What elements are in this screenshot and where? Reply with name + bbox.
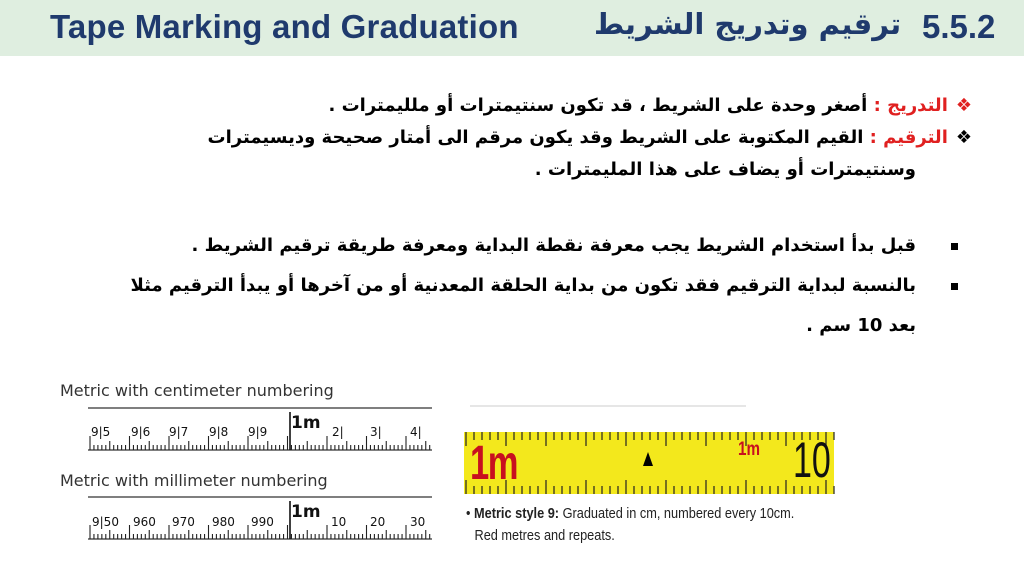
diamond-bullet-icon: ❖ xyxy=(955,127,972,148)
ruler2-tick-label: 10 xyxy=(331,515,347,529)
tape-small-meter-label: 1m xyxy=(738,439,760,460)
definition-text: أصغر وحدة على الشريط ، قد تكون سنتيمترات أو ملليمترات . xyxy=(328,95,874,116)
ruler2-tick-label: 960 xyxy=(133,515,156,529)
ruler2-tick-label: 990 xyxy=(251,515,274,529)
diamond-bullet-icon: ❖ xyxy=(955,95,972,116)
ruler2-tick-label: 20 xyxy=(370,515,386,529)
tape-number: 10 xyxy=(793,432,831,488)
bullet-text-line2: بعد 10 سم . xyxy=(806,315,916,336)
bullet-dot-icon: • xyxy=(466,505,475,522)
tape-caption xyxy=(466,503,852,547)
section-number: 5.5.2 xyxy=(922,8,996,45)
ruler2-label: Metric with millimeter numbering xyxy=(60,471,328,490)
bullet-text: قبل بدأ استخدام الشريط يجب معرفة نقطة البداية ومعرفة طريقة ترقيم الشريط . xyxy=(191,235,916,256)
ruler2-tick-label: 9|50 xyxy=(92,515,119,529)
definition-text: القيم المكتوبة على الشريط وقد يكون مرقم الى أمتار صحيحة وديسيمترات xyxy=(207,127,870,148)
definition-numbering-line2: وسنتيمترات أو يضاف على هذا المليمترات . xyxy=(534,159,916,180)
ruler1-tick-label: 9|9 xyxy=(248,425,268,439)
ruler1-tick-label: 4| xyxy=(410,425,422,439)
tape-meter-label: 1m xyxy=(470,437,518,490)
definition-term: الترقيم : xyxy=(869,127,948,148)
ruler2-tick-label: 980 xyxy=(212,515,235,529)
caption-bold: Metric style 9: xyxy=(474,505,560,522)
ruler2-tick-label: 30 xyxy=(410,515,426,529)
ruler1-tick-label: 9|7 xyxy=(169,425,189,439)
ruler1-tick-label: 9|5 xyxy=(91,425,111,439)
title-arabic: ترقيم وتدريج الشريط xyxy=(594,7,902,41)
ruler2-tick-label: 970 xyxy=(172,515,195,529)
ruler1-tick-label: 2| xyxy=(332,425,344,439)
title-english: Tape Marking and Graduation xyxy=(50,8,519,45)
ruler1-tick-label: 9|8 xyxy=(209,425,229,439)
bullet-text: بالنسبة لبداية الترقيم فقد تكون من بداية الحلقة المعدنية أو من آخرها أو يبدأ الترقيم مثلا xyxy=(130,275,916,296)
caption-line2: Red metres and repeats. xyxy=(474,527,615,544)
ruler1-tick-label: 9|6 xyxy=(131,425,151,439)
ruler1-meter-label: 1m xyxy=(291,413,321,433)
ruler1-tick-label: 3| xyxy=(370,425,382,439)
ruler2-meter-label: 1m xyxy=(291,502,321,522)
caption-text: Graduated in cm, numbered every 10cm. xyxy=(559,505,795,522)
arrow-up-icon xyxy=(643,452,653,466)
ruler1-label: Metric with centimeter numbering xyxy=(60,381,334,400)
definition-term: التدريج : xyxy=(873,95,948,116)
